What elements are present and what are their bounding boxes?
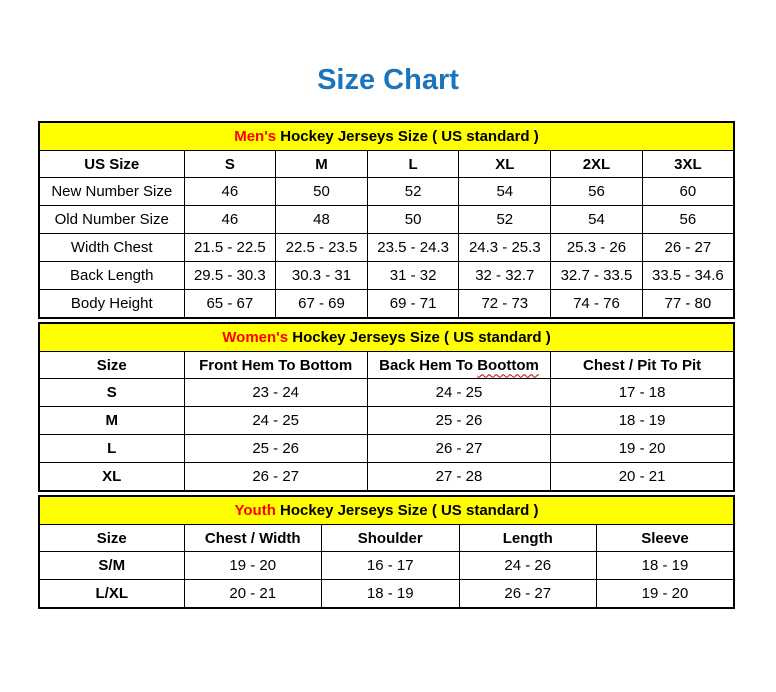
mens-value-cell: 52 <box>459 206 551 234</box>
mens-value-cell: 50 <box>276 178 368 206</box>
mens-value-cell: 67 - 69 <box>276 290 368 319</box>
youth-value-cell: 19 - 20 <box>597 580 735 609</box>
womens-header-row <box>39 352 734 379</box>
youth-column-header: Chest / Width <box>184 525 322 552</box>
mens-column-header: 2XL <box>551 151 643 178</box>
mens-data-row <box>39 290 734 319</box>
womens-column-header: Front Hem To Bottom <box>184 352 367 379</box>
mens-value-cell: 56 <box>642 206 734 234</box>
youth-value-cell: 19 - 20 <box>184 552 322 580</box>
womens-value-cell: 24 - 25 <box>367 379 550 407</box>
youth-value-cell: 18 - 19 <box>597 552 735 580</box>
womens-column-header: Chest / Pit To Pit <box>551 352 734 379</box>
womens-banner-highlight: Women's <box>222 329 289 346</box>
youth-column-header: Sleeve <box>597 525 735 552</box>
misspelled-word: Boottom <box>477 356 539 374</box>
womens-column-header: Size <box>39 352 184 379</box>
youth-column-header: Length <box>459 525 597 552</box>
youth-value-cell: 20 - 21 <box>184 580 322 609</box>
youth-column-header: Size <box>39 525 184 552</box>
mens-section-banner: Men's Hockey Jerseys Size ( US standard ) <box>39 122 734 151</box>
mens-row-label: New Number Size <box>39 178 184 206</box>
womens-section-banner: Women's Hockey Jerseys Size ( US standard ) <box>39 323 734 352</box>
page-title: Size Chart <box>317 64 459 96</box>
mens-value-cell: 54 <box>551 206 643 234</box>
youth-value-cell: 24 - 26 <box>459 552 597 580</box>
womens-data-row <box>39 463 734 492</box>
youth-value-cell: 26 - 27 <box>459 580 597 609</box>
mens-data-row <box>39 234 734 262</box>
youth-banner-highlight: Youth <box>234 502 276 519</box>
youth-row-label: S/M <box>39 552 184 580</box>
womens-value-cell: 24 - 25 <box>184 407 367 435</box>
mens-value-cell: 32.7 - 33.5 <box>551 262 643 290</box>
mens-value-cell: 32 - 32.7 <box>459 262 551 290</box>
youth-section-banner: Youth Hockey Jerseys Size ( US standard ) <box>39 496 734 525</box>
mens-banner-highlight: Men's <box>234 128 277 145</box>
mens-value-cell: 25.3 - 26 <box>551 234 643 262</box>
youth-value-cell: 16 - 17 <box>322 552 460 580</box>
mens-value-cell: 22.5 - 23.5 <box>276 234 368 262</box>
mens-value-cell: 21.5 - 22.5 <box>184 234 276 262</box>
mens-value-cell: 31 - 32 <box>367 262 459 290</box>
womens-data-row <box>39 379 734 407</box>
mens-column-header: M <box>276 151 368 178</box>
mens-value-cell: 77 - 80 <box>642 290 734 319</box>
womens-row-label: L <box>39 435 184 463</box>
youth-data-row <box>39 580 734 609</box>
mens-value-cell: 46 <box>184 206 276 234</box>
mens-value-cell: 24.3 - 25.3 <box>459 234 551 262</box>
mens-value-cell: 50 <box>367 206 459 234</box>
womens-value-cell: 17 - 18 <box>551 379 734 407</box>
mens-value-cell: 26 - 27 <box>642 234 734 262</box>
mens-value-cell: 46 <box>184 178 276 206</box>
mens-column-header: L <box>367 151 459 178</box>
mens-value-cell: 54 <box>459 178 551 206</box>
womens-data-row <box>39 435 734 463</box>
mens-data-row <box>39 178 734 206</box>
womens-row-label: S <box>39 379 184 407</box>
youth-row-label: L/XL <box>39 580 184 609</box>
mens-row-label: Old Number Size <box>39 206 184 234</box>
mens-value-cell: 33.5 - 34.6 <box>642 262 734 290</box>
mens-value-cell: 60 <box>642 178 734 206</box>
size-chart-tables <box>38 121 735 612</box>
womens-value-cell: 19 - 20 <box>551 435 734 463</box>
womens-value-cell: 27 - 28 <box>367 463 550 492</box>
mens-column-header: US Size <box>39 151 184 178</box>
youth-size-table <box>38 495 735 609</box>
mens-column-header: XL <box>459 151 551 178</box>
mens-row-label: Width Chest <box>39 234 184 262</box>
mens-column-header: S <box>184 151 276 178</box>
mens-data-row <box>39 262 734 290</box>
mens-value-cell: 74 - 76 <box>551 290 643 319</box>
mens-value-cell: 65 - 67 <box>184 290 276 319</box>
womens-value-cell: 25 - 26 <box>367 407 550 435</box>
youth-column-header: Shoulder <box>322 525 460 552</box>
mens-value-cell: 23.5 - 24.3 <box>367 234 459 262</box>
womens-data-row <box>39 407 734 435</box>
womens-row-label: M <box>39 407 184 435</box>
mens-value-cell: 30.3 - 31 <box>276 262 368 290</box>
mens-header-row <box>39 151 734 178</box>
womens-row-label: XL <box>39 463 184 492</box>
youth-header-row <box>39 525 734 552</box>
mens-value-cell: 56 <box>551 178 643 206</box>
mens-value-cell: 29.5 - 30.3 <box>184 262 276 290</box>
womens-value-cell: 25 - 26 <box>184 435 367 463</box>
youth-data-row <box>39 552 734 580</box>
womens-size-table <box>38 322 735 492</box>
mens-column-header: 3XL <box>642 151 734 178</box>
womens-column-header: Back Hem To Boottom <box>367 352 550 379</box>
mens-size-table <box>38 121 735 319</box>
mens-row-label: Back Length <box>39 262 184 290</box>
womens-value-cell: 26 - 27 <box>184 463 367 492</box>
mens-value-cell: 52 <box>367 178 459 206</box>
mens-value-cell: 48 <box>276 206 368 234</box>
mens-row-label: Body Height <box>39 290 184 319</box>
womens-value-cell: 23 - 24 <box>184 379 367 407</box>
womens-value-cell: 18 - 19 <box>551 407 734 435</box>
womens-value-cell: 20 - 21 <box>551 463 734 492</box>
womens-value-cell: 26 - 27 <box>367 435 550 463</box>
youth-value-cell: 18 - 19 <box>322 580 460 609</box>
mens-value-cell: 72 - 73 <box>459 290 551 319</box>
mens-value-cell: 69 - 71 <box>367 290 459 319</box>
mens-data-row <box>39 206 734 234</box>
